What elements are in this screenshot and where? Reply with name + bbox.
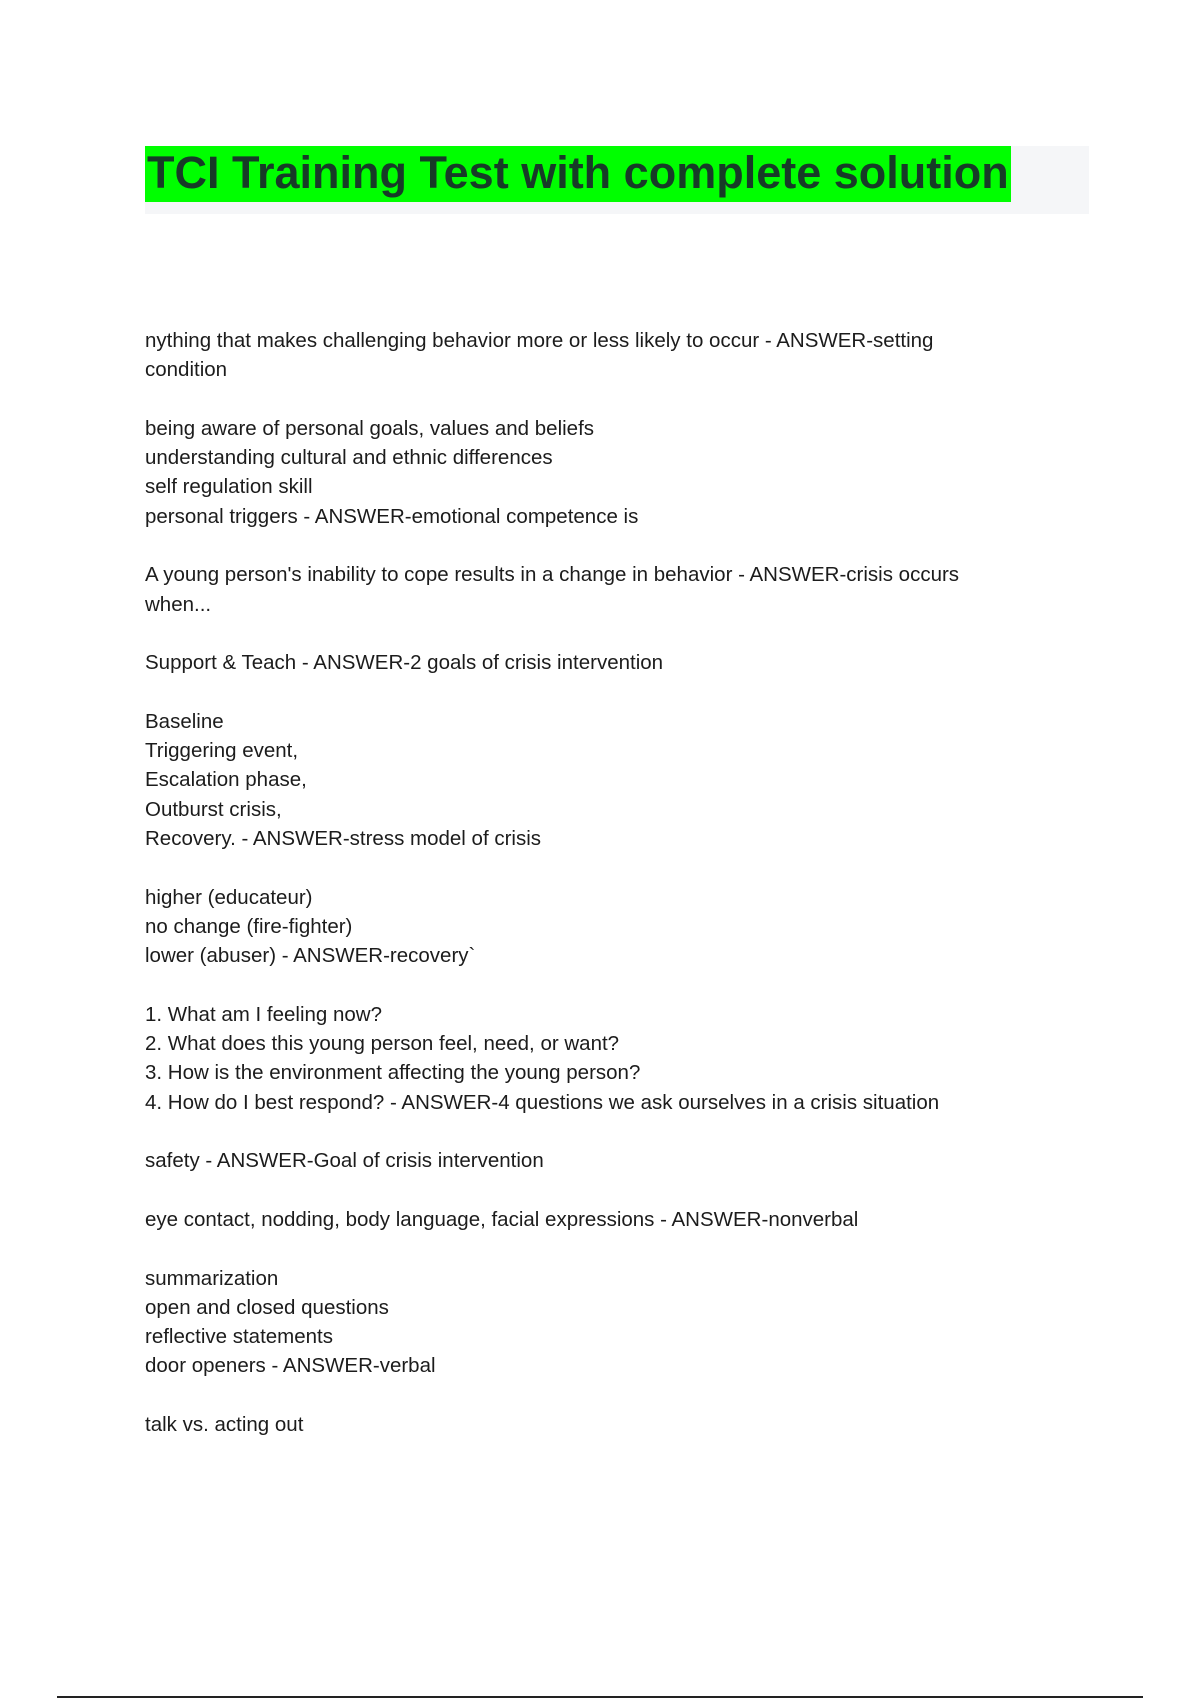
qa-line: personal triggers - ANSWER-emotional competence is [145, 504, 639, 528]
page-footer-divider [57, 1696, 1143, 1698]
qa-line: being aware of personal goals, values and beliefs [145, 416, 595, 440]
qa-line: Recovery. - ANSWER-stress model of crisis [145, 827, 542, 851]
qa-line: nything that makes challenging behavior more or less likely to occur - ANSWER-setting [145, 329, 934, 352]
qa-entry [145, 1410, 1045, 1439]
qa-entry [145, 1000, 1045, 1117]
qa-entry [145, 326, 1045, 385]
qa-line: reflective statements [145, 1325, 333, 1349]
document-title: TCI Training Test with complete solution [145, 146, 1011, 202]
qa-line: self regulation skill [145, 475, 313, 499]
qa-line: 3. How is the environment affecting the young person? [145, 1061, 641, 1085]
qa-line: summarization [145, 1266, 279, 1290]
qa-line: 2. What does this young person feel, need, or want? [145, 1032, 620, 1056]
qa-entry [145, 883, 1045, 971]
qa-line: open and closed questions [145, 1295, 389, 1319]
qa-line: door openers - ANSWER-verbal [145, 1354, 436, 1378]
qa-line: talk vs. acting out [145, 1412, 304, 1436]
qa-line: eye contact, nodding, body language, facial expressions - ANSWER-nonverbal [145, 1207, 859, 1231]
qa-line: Support & Teach - ANSWER-2 goals of crisis intervention [145, 651, 664, 675]
qa-line: Outburst crisis, [145, 797, 282, 821]
qa-entry [145, 414, 1045, 531]
qa-line: understanding cultural and ethnic differences [145, 446, 553, 470]
qa-line: A young person's inability to cope results in a change in behavior - ANSWER-crisis occurs [145, 563, 960, 587]
qa-line: 1. What am I feeling now? [145, 1002, 383, 1026]
qa-line: Triggering event, [145, 739, 299, 763]
qa-entry [145, 1264, 1045, 1381]
qa-content [145, 326, 1045, 1469]
qa-line: safety - ANSWER-Goal of crisis intervention [145, 1149, 544, 1173]
qa-line: when... [145, 592, 212, 616]
qa-line: 4. How do I best respond? - ANSWER-4 questions we ask ourselves in a crisis situation [145, 1090, 940, 1114]
qa-line: Escalation phase, [145, 768, 307, 792]
qa-line: lower (abuser) - ANSWER-recovery` [145, 944, 476, 968]
qa-line: condition [145, 358, 228, 382]
qa-line: Baseline [145, 709, 224, 733]
qa-line: higher (educateur) [145, 885, 313, 909]
qa-entry [145, 1146, 1045, 1175]
qa-entry [145, 707, 1045, 853]
qa-line: no change (fire-fighter) [145, 914, 353, 938]
qa-entry [145, 1205, 1045, 1234]
qa-entry [145, 648, 1045, 677]
qa-entry [145, 560, 1045, 619]
